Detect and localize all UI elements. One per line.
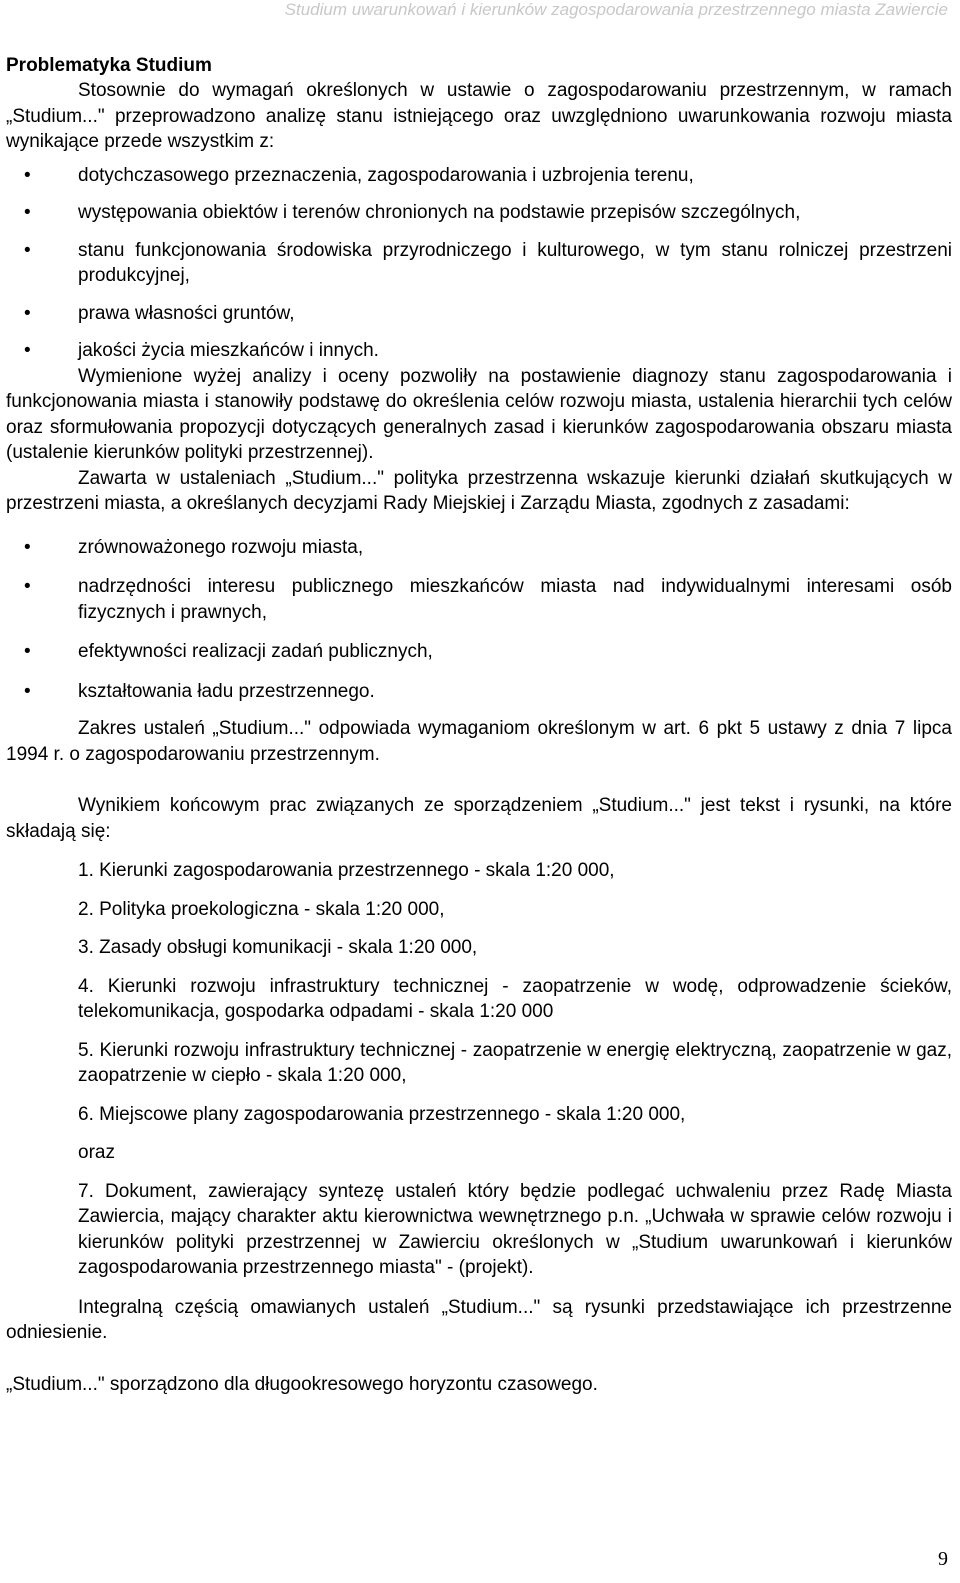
list-item: 6. Miejscowe plany zagospodarowania przestrzennego - skala 1:20 000,: [78, 1103, 686, 1125]
running-header: Studium uwarunkowań i kierunków zagospodarowania przestrzennego miasta Zawiercie: [284, 0, 948, 19]
list-item: 3. Zasady obsługi komunikacji - skala 1:20 000,: [78, 937, 478, 958]
policy-paragraph: Zawarta w ustaleniach „Studium..." polityka przestrzenna wskazuje kierunki działań skutkujących w przestrzeni miasta, a określanych decyzjami Rady Miejskiej i Zarządu Miasta, zgodnych z zasadami:: [6, 467, 952, 514]
section-title: Problematyka Studium: [6, 55, 212, 76]
document-body: [6, 53, 952, 1397]
list-item: 7. Dokument, zawierający syntezę ustaleń który będzie podlegać uchwaleniu przez Radę Miasta Zawiercia, mający charakter aktu kierownictwa wewnętrznego p.n. „Uchwała w sprawie celów rozwoju i kierunków polityki przestrzennej w Zawierciu określonych w „Studium uwarunkowań i kierunków zagospodarowania przestrzennego miasta" - (projekt).: [78, 1180, 952, 1278]
conditions-list: [6, 163, 952, 364]
list-item: 2. Polityka proekologiczna - skala 1:20 000,: [78, 898, 445, 920]
principles-list: [6, 535, 952, 705]
list-item: • zrównoważonego rozwoju miasta,: [6, 535, 952, 561]
list-item: • jakości życia mieszkańców i innych.: [6, 338, 952, 364]
list-item: 5. Kierunki rozwoju infrastruktury technicznej - zaopatrzenie w energię elektryczną, zaopatrzenie w gaz, zaopatrzenie w ciepło - skala 1:20 000,: [78, 1039, 952, 1086]
list-item: • efektywności realizacji zadań publicznych,: [6, 639, 952, 665]
horizon-paragraph: „Studium..." sporządzono dla długookresowego horyzontu czasowego.: [6, 1373, 598, 1395]
list-item: • nadrzędności interesu publicznego mieszkańców miasta nad indywidualnymi interesami osób fizycznych i prawnych,: [6, 574, 952, 625]
intro-paragraph: Stosownie do wymagań określonych w ustawie o zagospodarowaniu przestrzennym, w ramach „Studium..." przeprowadzono analizę stanu istniejącego oraz uwzględniono uwarunkowania rozwoju miasta wynikające przede wszystkim z:: [6, 80, 952, 152]
list-item: 4. Kierunki rozwoju infrastruktury technicznej - zaopatrzenie w wodę, odprowadzenie ścieków, telekomunikacja, gospodarka odpadami - skala 1:20 000: [78, 975, 952, 1022]
result-paragraph: Wynikiem końcowym prac związanych ze sporządzeniem „Studium..." jest tekst i rysunki, na które składają się:: [6, 795, 952, 842]
analysis-paragraph: Wymienione wyżej analizy i oceny pozwoliły na postawienie diagnozy stanu zagospodarowania i funkcjonowania miasta i stanowiły podstawę do określenia celów rozwoju miasta, ustalenia hierarchii tych celów oraz sformułowania propozycji dotyczących generalnych zasad i kierunków zagospodarowania obszaru miasta (ustalenie kierunków polityki przestrzennej).: [6, 365, 952, 463]
scope-paragraph: Zakres ustaleń „Studium..." odpowiada wymaganiom określonym w art. 6 pkt 5 ustawy z dnia 7 lipca 1994 r. o zagospodarowaniu przestrzennym.: [6, 718, 952, 765]
list-item: • kształtowania ładu przestrzennego.: [6, 679, 952, 705]
list-item: 1. Kierunki zagospodarowania przestrzennego - skala 1:20 000,: [78, 860, 615, 881]
list-item: • prawa własności gruntów,: [6, 301, 952, 327]
page-number: 9: [938, 1548, 948, 1570]
list-item: • stanu funkcjonowania środowiska przyrodniczego i kulturowego, w tym stanu rolniczej przestrzeni produkcyjnej,: [6, 238, 952, 289]
drawings-list: [6, 858, 952, 1281]
oraz-text: oraz: [78, 1142, 115, 1163]
list-item: • dotychczasowego przeznaczenia, zagospodarowania i uzbrojenia terenu,: [6, 163, 952, 189]
integral-paragraph: Integralną częścią omawianych ustaleń „Studium..." są rysunki przedstawiające ich przestrzenne odniesienie.: [6, 1296, 952, 1343]
list-item: • występowania obiektów i terenów chronionych na podstawie przepisów szczególnych,: [6, 200, 952, 226]
